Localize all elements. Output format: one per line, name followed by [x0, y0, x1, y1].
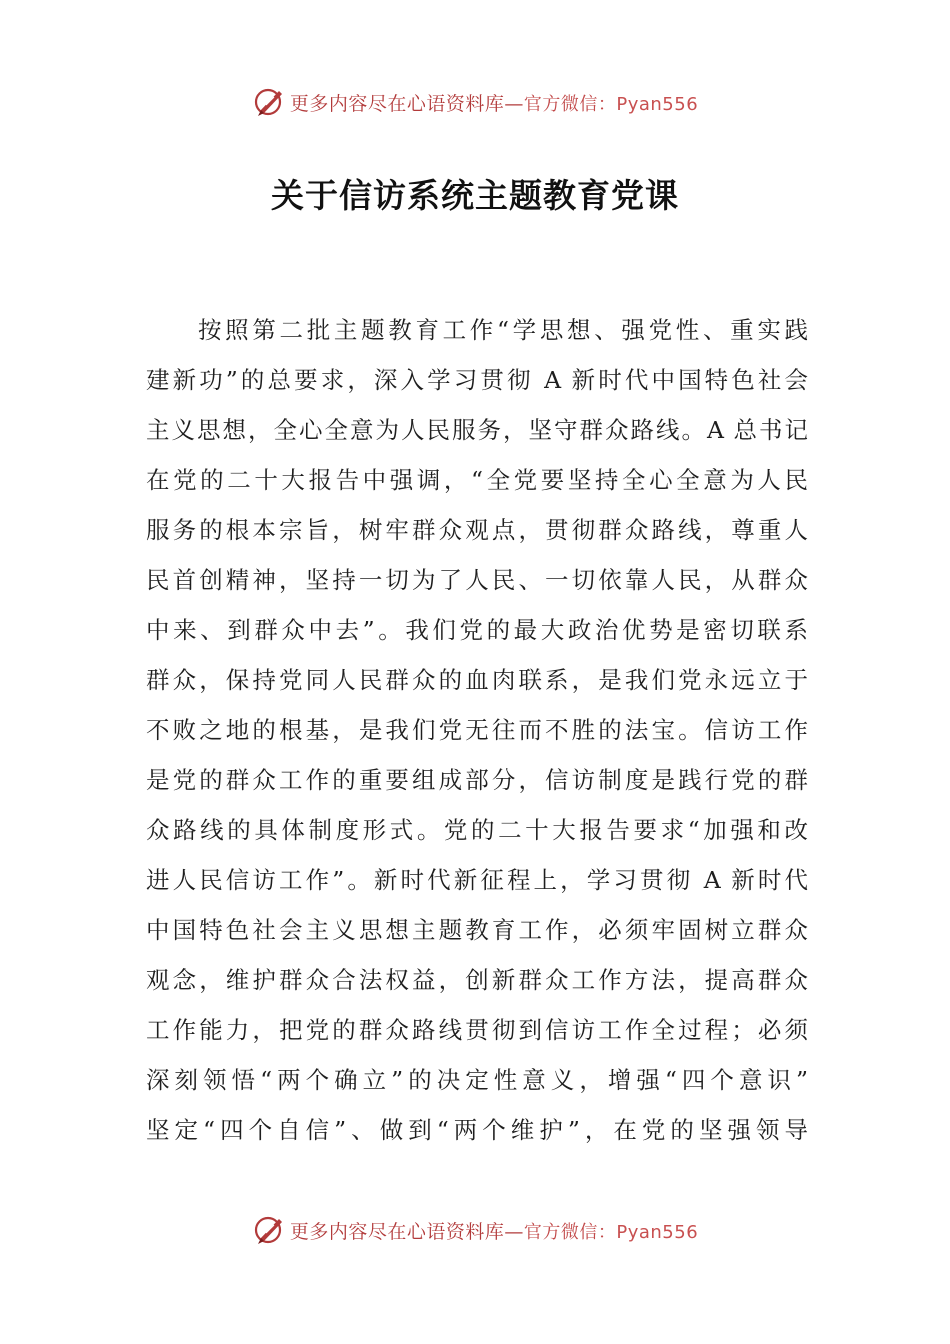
paragraph-line: 在党的二十大报告中强调，“全党要坚持全心全意为人民 — [146, 466, 808, 494]
footer-watermark-banner — [0, 1210, 950, 1250]
paragraph-line: 工作能力，把党的群众路线贯彻到信访工作全过程；必须 — [146, 1016, 808, 1044]
paragraph-line: 主义思想，全心全意为人民服务，坚守群众路线。A 总书记 — [146, 416, 808, 444]
paragraph-line: 是党的群众工作的重要组成部分，信访制度是践行党的群 — [146, 766, 808, 794]
paragraph-line: 服务的根本宗旨，树牢群众观点，贯彻群众路线，尊重人 — [146, 516, 808, 544]
paragraph-line: 中国特色社会主义思想主题教育工作，必须牢固树立群众 — [146, 916, 808, 944]
paragraph-line: 进人民信访工作”。新时代新征程上，学习贯彻 A 新时代 — [146, 866, 808, 894]
paragraph-line: 不败之地的根基，是我们党无往而不胜的法宝。信访工作 — [146, 716, 808, 744]
paragraph-line: 建新功”的总要求，深入学习贯彻 A 新时代中国特色社会 — [146, 366, 808, 394]
paragraph-line: 群众，保持党同人民群众的血肉联系，是我们党永远立于 — [146, 666, 808, 694]
paragraph-line: 众路线的具体制度形式。党的二十大报告要求“加强和改 — [146, 816, 808, 844]
paragraph-line: 民首创精神，坚持一切为了人民、一切依靠人民，从群众 — [146, 566, 808, 594]
paragraph-line: 深刻领悟“两个确立”的决定性意义，增强“四个意识” — [146, 1066, 808, 1094]
quill-pen-icon — [252, 1213, 286, 1247]
paragraph-line: 按照第二批主题教育工作“学思想、强党性、重实践 — [198, 316, 808, 344]
document-body — [146, 305, 808, 1155]
paragraph-line: 观念，维护群众合法权益，创新群众工作方法，提高群众 — [146, 966, 808, 994]
header-watermark-banner — [0, 82, 950, 122]
paragraph-line: 坚定“四个自信”、做到“两个维护”，在党的坚强领导 — [146, 1116, 808, 1144]
watermark-text: 更多内容尽在心语资料库—官方微信：Pyan556 — [289, 92, 699, 115]
quill-pen-icon — [252, 85, 286, 119]
paragraph-line: 中来、到群众中去”。我们党的最大政治优势是密切联系 — [146, 616, 808, 644]
document-title: 关于信访系统主题教育党课 — [271, 176, 679, 215]
watermark-text: 更多内容尽在心语资料库—官方微信：Pyan556 — [289, 1220, 699, 1243]
